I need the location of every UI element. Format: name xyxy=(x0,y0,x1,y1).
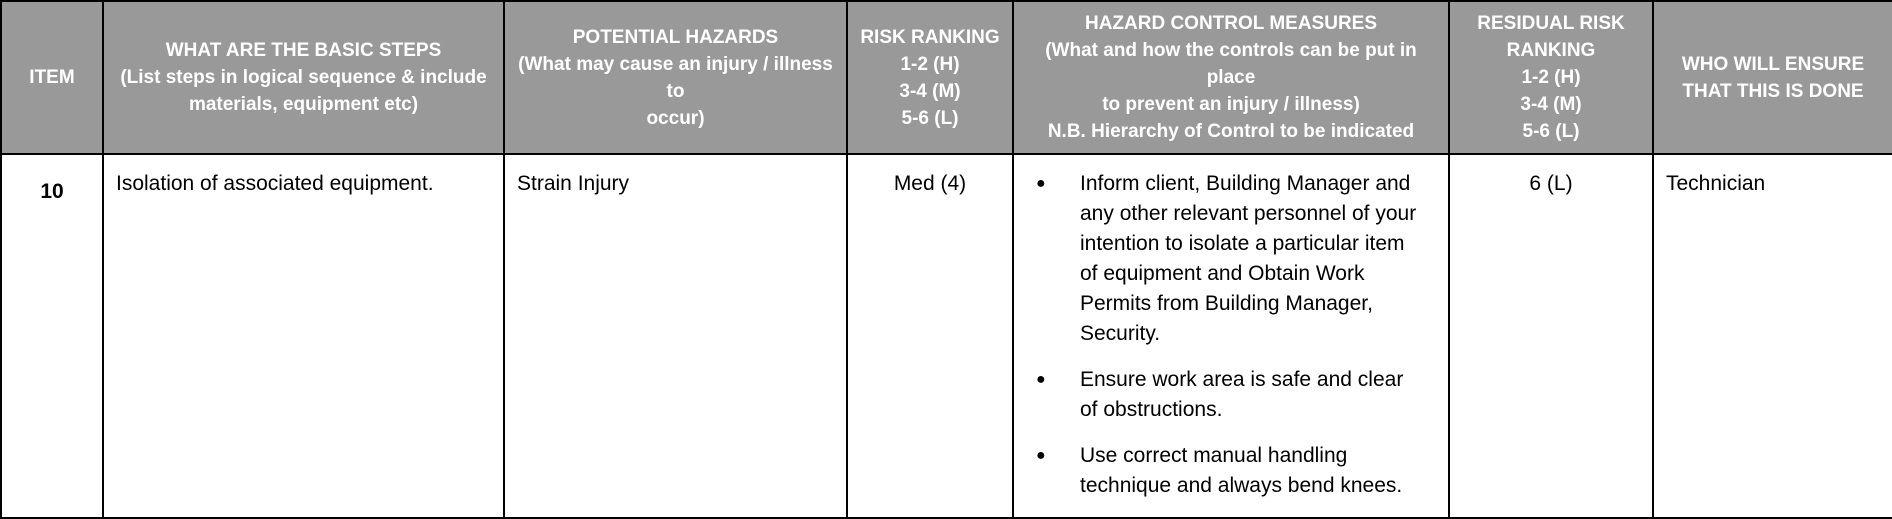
header-item-line: ITEM xyxy=(29,67,75,88)
cell-potential-hazard: Strain Injury xyxy=(504,154,847,518)
bullet-icon: ● xyxy=(1036,371,1046,388)
header-controls-line: N.B. Hierarchy of Control to be indicated xyxy=(1047,121,1415,142)
control-measure-text: Inform client, Building Manager and any other relevant personnel of your intention to isolate a particular item of equipment and Obtain Work Permits from Building Manager, Security. xyxy=(1080,172,1417,345)
bullet-icon: ● xyxy=(1036,447,1046,464)
header-who-line: WHO WILL ENSURE xyxy=(1681,53,1865,75)
header-residual-line: RANKING xyxy=(1506,40,1596,61)
header-residual-risk-ranking xyxy=(1449,1,1653,154)
list-item xyxy=(1026,365,1436,425)
header-risk-ranking xyxy=(847,1,1013,154)
header-controls-line: (What and how the controls can be put in place xyxy=(1045,40,1417,88)
header-risk-line: 3-4 (M) xyxy=(899,80,961,102)
header-hazards-line: POTENTIAL HAZARDS xyxy=(572,26,779,48)
cell-item-number: 10 xyxy=(1,154,103,518)
header-hazards-line: occur) xyxy=(646,107,705,129)
list-item xyxy=(1026,441,1436,501)
cell-residual-risk: 6 (L) xyxy=(1449,154,1653,518)
cell-risk-ranking: Med (4) xyxy=(847,154,1013,518)
header-item xyxy=(1,1,103,154)
header-controls-line: to prevent an injury / illness) xyxy=(1102,94,1360,115)
header-residual-line: 5-6 (L) xyxy=(1522,121,1580,142)
header-potential-hazards xyxy=(504,1,847,154)
header-controls-line: HAZARD CONTROL MEASURES xyxy=(1084,13,1378,34)
header-risk-line: 5-6 (L) xyxy=(901,107,959,129)
cell-responsible-person: Technician xyxy=(1653,154,1892,518)
header-residual-line: 1-2 (H) xyxy=(1521,67,1581,88)
header-who-will-ensure xyxy=(1653,1,1892,154)
header-steps-line: materials, equipment etc) xyxy=(188,94,419,115)
bullet-icon: ● xyxy=(1036,175,1046,192)
header-who-line: THAT THIS IS DONE xyxy=(1682,80,1864,102)
control-measure-text: Use correct manual handling technique and always bend knees. xyxy=(1080,444,1403,497)
cell-basic-step: Isolation of associated equipment. xyxy=(103,154,504,518)
header-row xyxy=(1,1,1892,154)
list-item xyxy=(1026,169,1436,349)
header-risk-line: RISK RANKING xyxy=(860,26,1000,48)
header-risk-line: 1-2 (H) xyxy=(900,53,960,75)
header-residual-line: 3-4 (M) xyxy=(1520,94,1582,115)
control-measures-list xyxy=(1026,169,1436,501)
header-steps-line: WHAT ARE THE BASIC STEPS xyxy=(165,40,442,61)
header-steps-line: (List steps in logical sequence & include xyxy=(120,67,487,88)
cell-control-measures xyxy=(1013,154,1449,518)
header-hazards-line: (What may cause an injury / illness to xyxy=(518,53,833,102)
header-basic-steps xyxy=(103,1,504,154)
control-measure-text: Ensure work area is safe and clear of obstructions. xyxy=(1080,368,1404,421)
header-hazard-control-measures xyxy=(1013,1,1449,154)
header-residual-line: RESIDUAL RISK xyxy=(1477,13,1625,34)
table-row xyxy=(1,154,1892,518)
